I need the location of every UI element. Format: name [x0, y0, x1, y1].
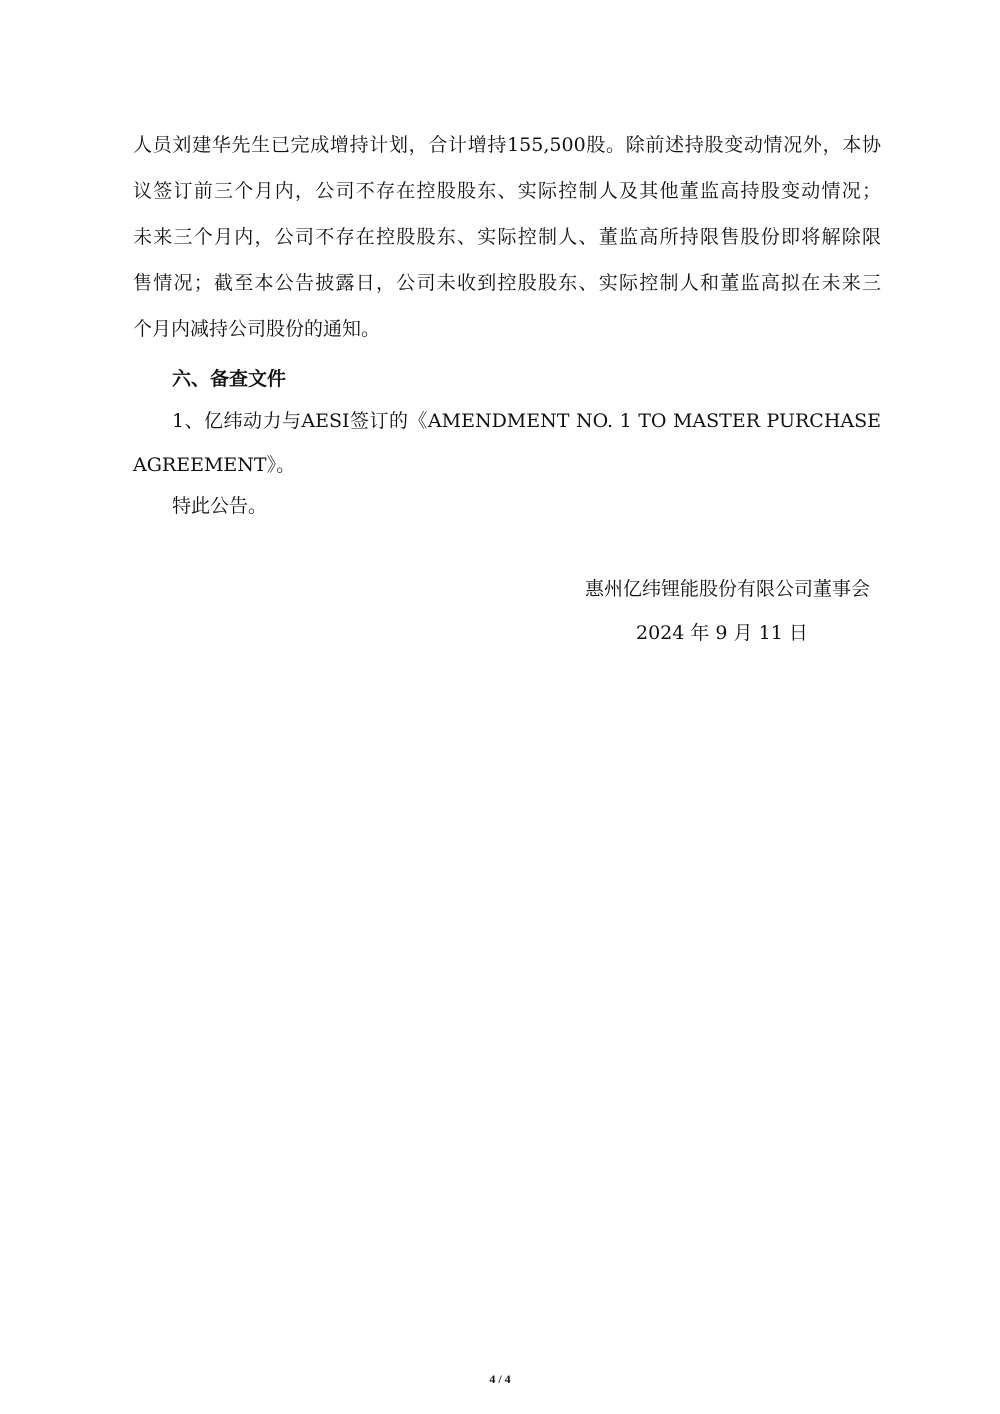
paragraph-line: 议签订前三个月内，公司不存在控股股东、实际控制人及其他董监高持股变动情况；	[133, 180, 881, 202]
attachment-item-continuation: AGREEMENT》。	[133, 454, 296, 476]
signature-company: 惠州亿纬锂能股份有限公司董事会	[584, 578, 870, 600]
closing-text: 特此公告。	[172, 495, 268, 517]
paragraph-line: 售情况；截至本公告披露日，公司未收到控股股东、实际控制人和董监高拟在未来三	[133, 272, 881, 294]
attachment-item: 1、亿纬动力与AESI签订的《AMENDMENT NO. 1 TO MASTER PURCHASE	[172, 410, 881, 432]
paragraph-line: 个月内减持公司股份的通知。	[133, 318, 381, 340]
page-number: 4 / 4	[489, 1372, 511, 1386]
paragraph-line: 未来三个月内，公司不存在控股股东、实际控制人、董监高所持限售股份即将解除限	[133, 226, 881, 248]
section-heading: 六、备查文件	[172, 368, 287, 390]
paragraph-line: 人员刘建华先生已完成增持计划，合计增持155,500股。除前述持股变动情况外，本协	[133, 134, 881, 156]
signature-date: 2024 年 9 月 11 日	[636, 622, 808, 644]
